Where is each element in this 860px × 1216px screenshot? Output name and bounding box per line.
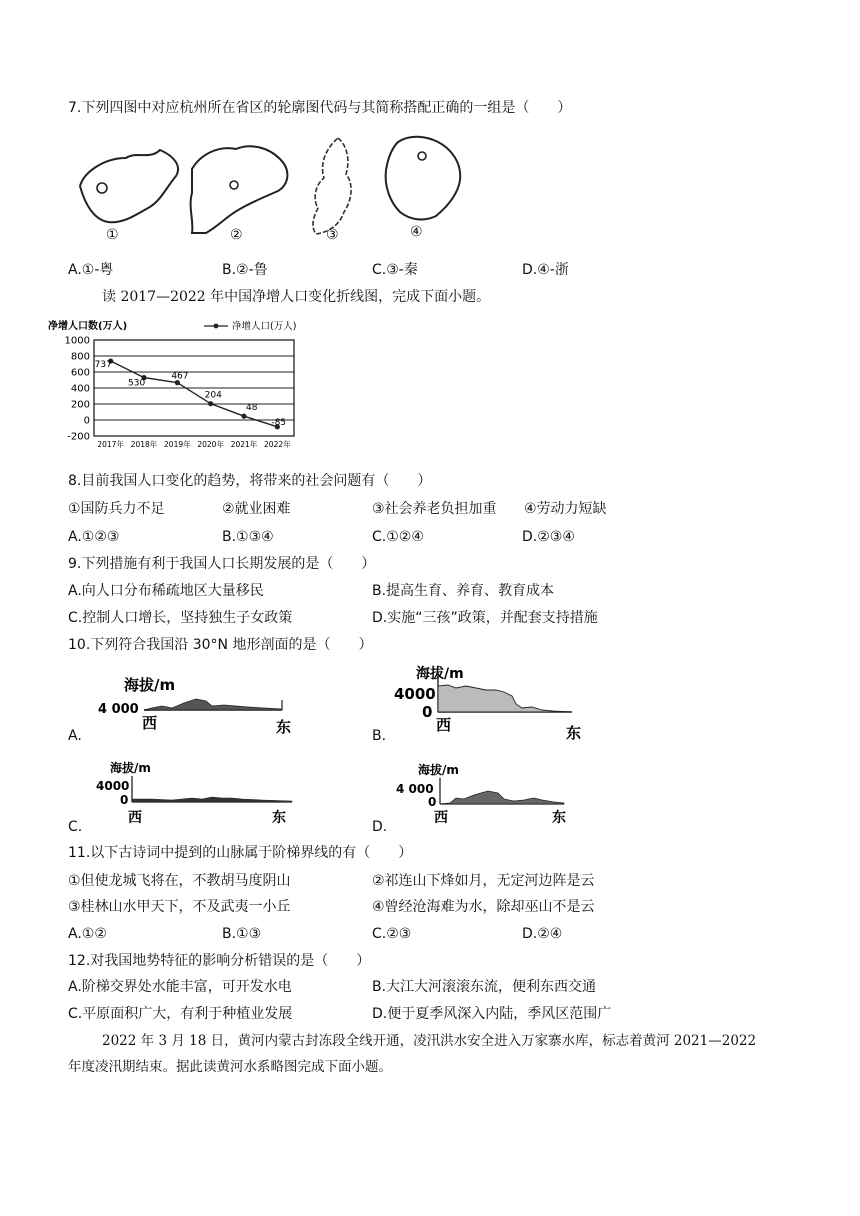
q8-item-4: ④劳动力短缺 xyxy=(524,501,607,517)
data-point xyxy=(241,414,246,419)
q12-stem: 12.对我国地势特征的影响分析错误的是（ ） xyxy=(68,953,371,969)
q8-item-1: ①国防兵力不足 xyxy=(68,501,165,517)
legend-marker xyxy=(214,324,219,329)
svg-text:东: 东 xyxy=(566,724,582,742)
province-outline-3 xyxy=(300,134,364,240)
q9-option-c: C.控制人口增长，坚持独生子女政策 xyxy=(68,610,293,626)
data-point xyxy=(208,401,213,406)
q10-option-b: B. xyxy=(372,728,387,744)
terrain-profile-d xyxy=(394,760,586,828)
y-tick-label: 1000 xyxy=(64,335,90,347)
q11-stem: 11.以下古诗词中提到的山脉属于阶梯界线的有（ ） xyxy=(68,845,413,861)
y-tick-label: 800 xyxy=(70,351,90,363)
q12-option-b: B.大江大河滚滚东流，便利东西交通 xyxy=(372,979,597,995)
x-tick-label: 2022年 xyxy=(264,440,291,449)
q10-option-a: A. xyxy=(68,728,82,744)
x-tick-label: 2021年 xyxy=(230,440,258,449)
province-outline-1 xyxy=(74,146,198,246)
svg-text:0: 0 xyxy=(422,703,433,721)
province-outline-4 xyxy=(378,132,468,228)
y-tick-label: 400 xyxy=(70,383,90,395)
passage-line-2: 年度凌汛期结束。据此读黄河水系略图完成下面小题。 xyxy=(68,1059,392,1075)
q10-option-d: D. xyxy=(372,819,388,835)
q12-option-a: A.阶梯交界处水能丰富，可开发水电 xyxy=(68,979,292,995)
q9-option-d: D.实施“三孩”政策，并配套支持措施 xyxy=(372,610,598,626)
data-label: 467 xyxy=(171,371,189,382)
q8-stem: 8.目前我国人口变化的趋势，将带来的社会问题有（ ） xyxy=(68,473,432,489)
y-tick-label: 0 xyxy=(83,415,90,427)
x-tick-label: 2020年 xyxy=(197,440,224,449)
q8-option-a: A.①②③ xyxy=(68,529,120,545)
data-label: 737 xyxy=(94,360,112,371)
q8-option-d: D.②③④ xyxy=(522,529,575,545)
q11-option-a: A.①② xyxy=(68,926,107,942)
intro-8: 读 2017—2022 年中国净增人口变化折线图，完成下面小题。 xyxy=(102,289,491,305)
data-label: 530 xyxy=(128,378,146,389)
q11-item-1: ①但使龙城飞将在，不教胡马度阴山 xyxy=(68,873,291,889)
y-tick-label: 600 xyxy=(70,367,90,379)
passage-line-1: 2022 年 3 月 18 日，黄河内蒙古封冻段全线开通，凌汛洪水安全进入万家寨水库，标志着黄河 2021—2022 xyxy=(102,1033,757,1049)
data-label: -85 xyxy=(271,417,287,428)
svg-text:东: 东 xyxy=(552,810,566,826)
population-chart xyxy=(44,318,300,460)
q8-option-c: C.①②④ xyxy=(372,529,424,545)
q9-option-a: A.向人口分布稀疏地区大量移民 xyxy=(68,583,264,599)
q11-item-4: ④曾经沧海难为水，除却巫山不是云 xyxy=(372,899,595,915)
q11-option-b: B.①③ xyxy=(222,926,262,942)
svg-text:西: 西 xyxy=(142,714,158,732)
terrain-profile-a xyxy=(92,672,302,744)
svg-text:西: 西 xyxy=(434,810,448,826)
q10-stem: 10.下列符合我国沿 30°N 地形剖面的是（ ） xyxy=(68,637,373,653)
q9-stem: 9.下列措施有利于我国人口长期发展的是（ ） xyxy=(68,556,376,572)
q11-item-3: ③桂林山水甲天下，不及武夷一小丘 xyxy=(68,899,291,915)
province-outline-2 xyxy=(184,141,308,241)
terrain-profile-b xyxy=(392,662,592,742)
chart-legend: 净增人口(万人) xyxy=(232,321,297,332)
svg-text:4 000: 4 000 xyxy=(396,782,434,796)
q11-option-d: D.②④ xyxy=(522,926,563,942)
svg-text:4000: 4000 xyxy=(96,779,130,793)
q12-option-d: D.便于夏季风深入内陆，季风区范围广 xyxy=(372,1006,612,1022)
svg-text:西: 西 xyxy=(128,810,142,826)
svg-text:海拔/m: 海拔/m xyxy=(418,763,459,777)
x-tick-label: 2017年 xyxy=(97,440,124,449)
svg-text:东: 东 xyxy=(276,718,292,736)
data-label: 204 xyxy=(204,390,222,401)
outline-label-2: ② xyxy=(230,227,243,243)
chart-ylabel: 净增人口数(万人) xyxy=(48,321,128,332)
y-tick-label: 200 xyxy=(70,399,90,411)
q11-item-2: ②祁连山下烽如月，无定河边阵是云 xyxy=(372,873,595,889)
q12-option-c: C.平原面积广大，有利于种植业发展 xyxy=(68,1006,293,1022)
svg-text:0: 0 xyxy=(120,793,129,807)
svg-text:4000: 4000 xyxy=(394,685,436,703)
terrain-profile-c xyxy=(92,758,304,830)
svg-text:海拔/m: 海拔/m xyxy=(416,666,464,682)
x-tick-label: 2019年 xyxy=(164,440,191,449)
q7-option-a: A.①-粤 xyxy=(68,262,114,278)
q10-option-c: C. xyxy=(68,819,83,835)
outline-label-4: ④ xyxy=(410,224,423,240)
q7-stem: 7.下列四图中对应杭州所在省区的轮廓图代码与其简称搭配正确的一组是（ ） xyxy=(68,100,572,116)
q8-option-b: B.①③④ xyxy=(222,529,274,545)
q9-option-b: B.提高生育、养育、教育成本 xyxy=(372,583,555,599)
svg-text:东: 东 xyxy=(272,810,286,826)
q8-item-3: ③社会养老负担加重 xyxy=(372,501,497,517)
x-tick-label: 2018年 xyxy=(130,440,158,449)
data-label: 48 xyxy=(246,403,258,414)
outline-label-3: ③ xyxy=(326,227,339,243)
q8-item-2: ②就业困难 xyxy=(222,501,291,517)
svg-text:4 000: 4 000 xyxy=(98,702,139,717)
q7-option-b: B.②-鲁 xyxy=(222,262,268,278)
svg-text:海拔/m: 海拔/m xyxy=(124,676,176,694)
y-tick-label: -200 xyxy=(67,431,90,443)
svg-text:海拔/m: 海拔/m xyxy=(110,761,151,775)
svg-text:西: 西 xyxy=(436,716,452,734)
q7-option-d: D.④-浙 xyxy=(522,262,569,278)
q7-option-c: C.③-秦 xyxy=(372,262,418,278)
outline-label-1: ① xyxy=(106,227,119,243)
series-line xyxy=(111,361,278,427)
q11-option-c: C.②③ xyxy=(372,926,412,942)
svg-text:0: 0 xyxy=(428,795,437,809)
